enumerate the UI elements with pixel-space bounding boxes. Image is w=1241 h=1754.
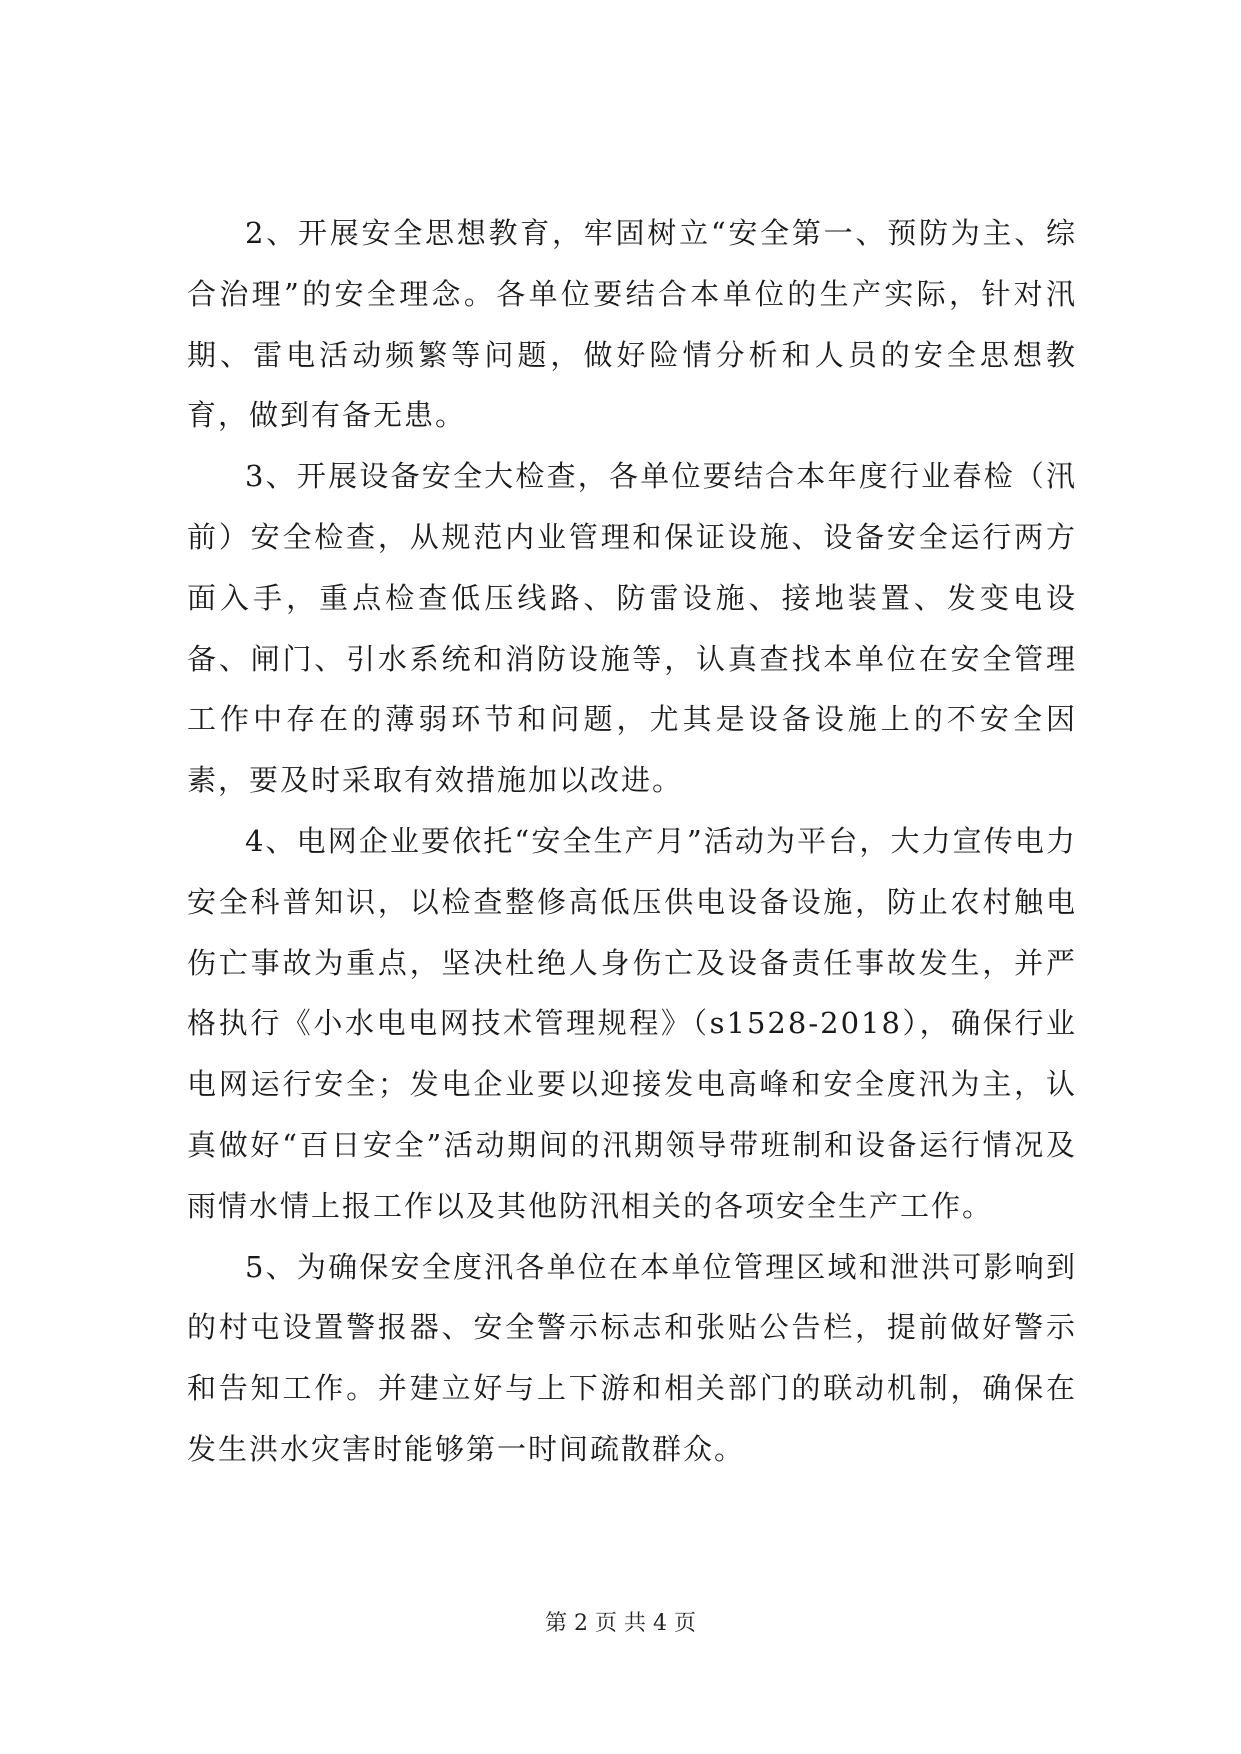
page-number-footer: 第 2 页 共 4 页 [545,1611,696,1636]
paragraph-item-3: 3、开展设备安全大检查，各单位要结合本年度行业春检（汛前）安全检查，从规范内业管理和保证设施、设备安全运行两方面入手，重点检查低压线路、防雷设施、接地装置、发变电设备、闸门、引水系统和消防设施等，认真查找本单位在安全管理工作中存在的薄弱环节和问题，尤其是设备设施上的不安全因素，要及时采取有效措施加以改进。 [187,459,1077,798]
paragraph-item-2: 2、开展安全思想教育，牢固树立“安全第一、预防为主、综合治理”的安全理念。各单位要结合本单位的生产实际，针对汛期、雷电活动频繁等问题，做好险情分析和人员的安全思想教育，做到有备无患。 [187,216,1077,433]
paragraph-item-4: 4、电网企业要依托“安全生产月”活动为平台，大力宣传电力安全科普知识，以检查整修高低压供电设备设施，防止农村触电伤亡事故为重点，坚决杜绝人身伤亡及设备责任事故发生，并严格执行《小水电电网技术管理规程》（s1528-2018），确保行业电网运行安全；发电企业要以迎接发电高峰和安全度汛为主，认真做好“百日安全”活动期间的汛期领导带班制和设备运行情况及雨情水情上报工作以及其他防汛相关的各项安全生产工作。 [187,823,1077,1223]
paragraph-item-5: 5、为确保安全度汛各单位在本单位管理区域和泄洪可影响到的村屯设置警报器、安全警示标志和张贴公告栏，提前做好警示和告知工作。并建立好与上下游和相关部门的联动机制，确保在发生洪水灾害时能够第一时间疏散群众。 [187,1249,1077,1466]
document-body [187,203,1077,1480]
